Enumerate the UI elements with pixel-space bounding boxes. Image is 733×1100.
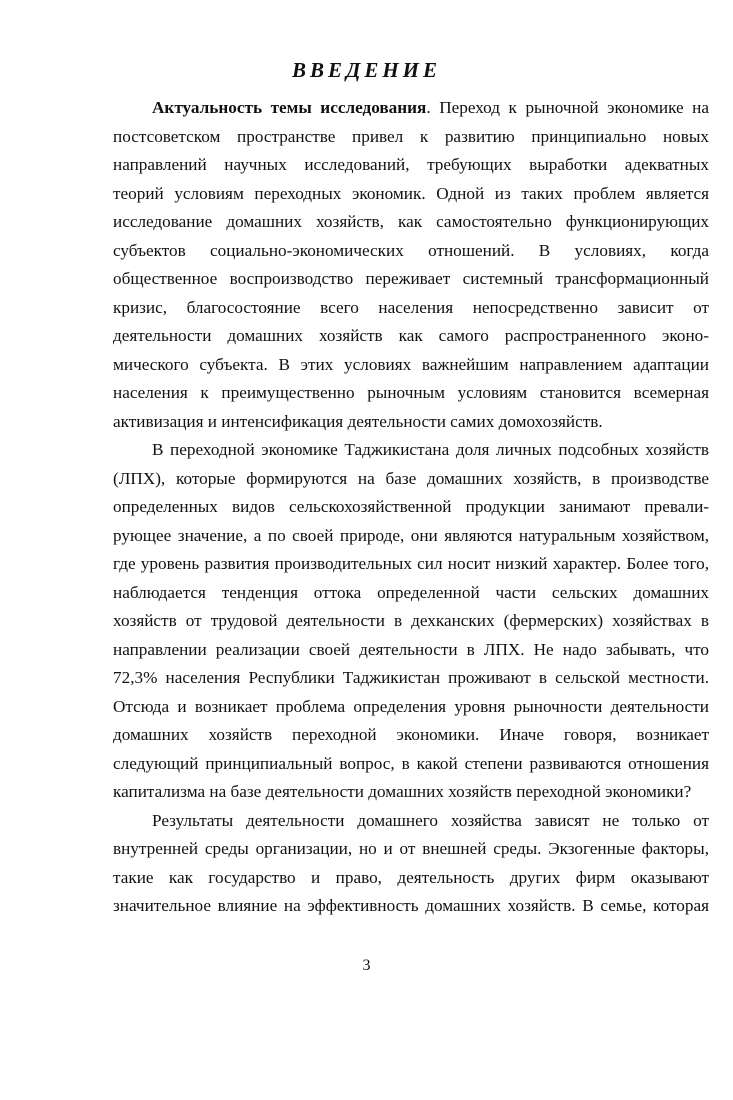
text-line bbox=[113, 94, 709, 123]
paragraph-household-results bbox=[113, 807, 709, 921]
text-line: В переходной экономике Таджикистана доля личных подсобных хозяйств bbox=[152, 440, 709, 459]
text-line: такие как государство и право, деятельность других фирм оказывают bbox=[113, 867, 709, 887]
text-line: определенных видов сельскохозяйственной продукции занимают превали- bbox=[113, 497, 709, 516]
text-line: капитализма на базе деятельности домашних хозяйств переходной экономики? bbox=[113, 782, 692, 801]
text-line: наблюдается тенденция оттока определенной части сельских домашних bbox=[113, 582, 709, 602]
text-line-content: . Переход к рыночной экономике на bbox=[426, 98, 710, 117]
text-line: деятельности домашних хозяйств как самого распространенного эконо- bbox=[113, 326, 709, 345]
page-number: 3 bbox=[362, 957, 371, 974]
text-line: хозяйств от трудовой деятельности в дехканских (фермерских) хозяйствах в bbox=[113, 611, 709, 630]
paragraph-relevance bbox=[113, 94, 709, 436]
text-line: населения к преимущественно рыночным условиям становится всемерная bbox=[113, 383, 709, 402]
text-line: мического субъекта. В этих условиях важнейшим направлением адаптации bbox=[113, 354, 709, 374]
text-line: домашних хозяйств переходной экономики. Иначе говоря, возникает bbox=[113, 725, 709, 744]
paragraph-tajikistan-economy bbox=[113, 436, 709, 807]
text-line: общественное воспроизводство переживает системный трансформационный bbox=[113, 269, 709, 288]
text-line: направлении реализации своей деятельности в ЛПХ. Не надо забывать, что bbox=[113, 639, 709, 659]
text-line: постсоветском пространстве привел к развитию принципиально новых bbox=[113, 126, 709, 146]
text-line: значительное влияние на эффективность домашних хозяйств. В семье, которая bbox=[113, 896, 709, 915]
text-line: внутренней среды организации, но и от внешней среды. Экзогенные факторы, bbox=[113, 839, 709, 858]
text-line: 72,3% населения Республики Таджикистан проживают в сельской местности. bbox=[113, 668, 709, 687]
text-line: субъектов социально-экономических отношений. В условиях, когда bbox=[113, 240, 709, 260]
text-line: теорий условиям переходных экономик. Одной из таких проблем является bbox=[113, 183, 709, 203]
text-line: активизация и интенсификация деятельности самих домохозяйств. bbox=[113, 411, 603, 431]
lead-bold-text: Актуальность темы исследования bbox=[152, 98, 427, 117]
page-title: ВВЕДЕНИЕ bbox=[291, 58, 442, 82]
text-line: (ЛПХ), которые формируются на базе домашних хозяйств, в производстве bbox=[113, 468, 709, 488]
text-line: Отсюда и возникает проблема определения уровня рыночности деятельности bbox=[113, 696, 709, 716]
text-line: рующее значение, а по своей природе, они являются натуральным хозяйством, bbox=[113, 525, 709, 545]
text-line: кризис, благосостояние всего населения непосредственно зависит от bbox=[113, 297, 709, 317]
text-line: исследование домашних хозяйств, как самостоятельно функционирующих bbox=[113, 212, 709, 231]
text-line: следующий принципиальный вопрос, в какой степени развиваются отношения bbox=[113, 753, 709, 773]
text-line: направлений научных исследований, требующих выработки адекватных bbox=[113, 155, 709, 174]
text-line: где уровень развития производительных сил носит низкий характер. Более того, bbox=[113, 554, 709, 573]
text-line: Результаты деятельности домашнего хозяйства зависят не только от bbox=[152, 810, 709, 830]
document-body bbox=[113, 94, 709, 921]
